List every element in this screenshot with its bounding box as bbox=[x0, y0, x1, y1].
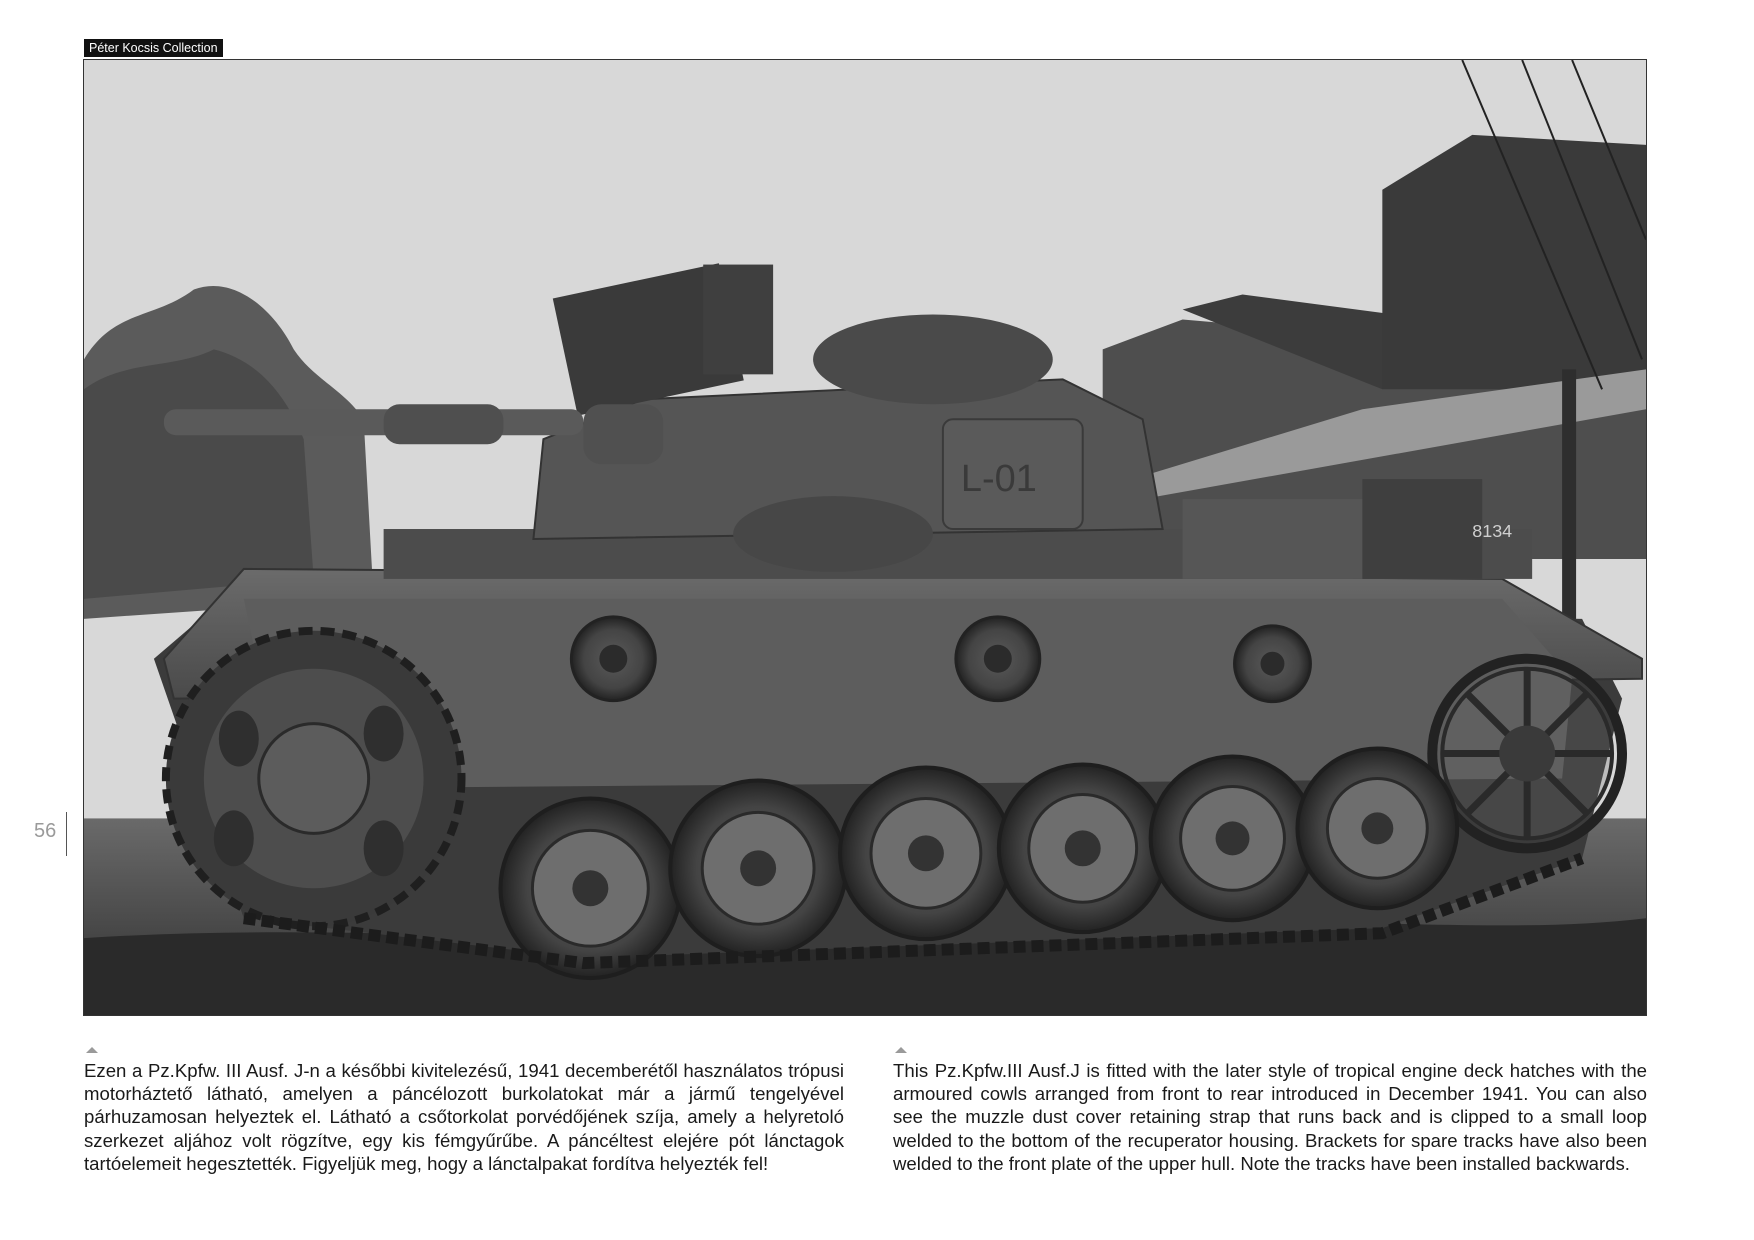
turret-marking: L-01 bbox=[960, 458, 1037, 501]
caption-hungarian: Ezen a Pz.Kpfw. III Ausf. J-n a későbbi kivitelezésű, 1941 decemberétől használatos trópusi motorháztető látható, amelyen a páncélozott burkolatokat már a jármű tengelyével párhuzamosan helyeztek el. Látható a csőtorkolat porvédőjének szíja, amely a helyretoló szerkezet aljához volt rögzítve, egy kis fémgyűrűbe. A páncéltest elejére pót lánctagok tartóelemeit hegesztették. Figyeljük meg, hogy a lánctalpakat fordítva helyezték fel! bbox=[84, 1060, 844, 1174]
page-number: 56 bbox=[34, 820, 57, 842]
rear-marking: 8134 bbox=[1472, 521, 1513, 541]
page-number-divider bbox=[66, 812, 67, 856]
caption-english: This Pz.Kpfw.III Ausf.J is fitted with the later style of tropical engine deck hatches with the armoured cowls arranged from front to rear introduced in December 1941. You can also see the muzzle dust cover retaining strap that runs back and is clipped to a small loop welded to the bottom of the recuperator housing. Brackets for spare tracks have also been welded to the front plate of the upper hull. Note the tracks have been installed backwards. bbox=[893, 1060, 1647, 1174]
tank-photograph bbox=[83, 59, 1647, 1016]
caption-marker-hu bbox=[86, 1047, 98, 1053]
caption-marker-en bbox=[895, 1047, 907, 1053]
photo-credit: Péter Kocsis Collection bbox=[84, 39, 223, 57]
